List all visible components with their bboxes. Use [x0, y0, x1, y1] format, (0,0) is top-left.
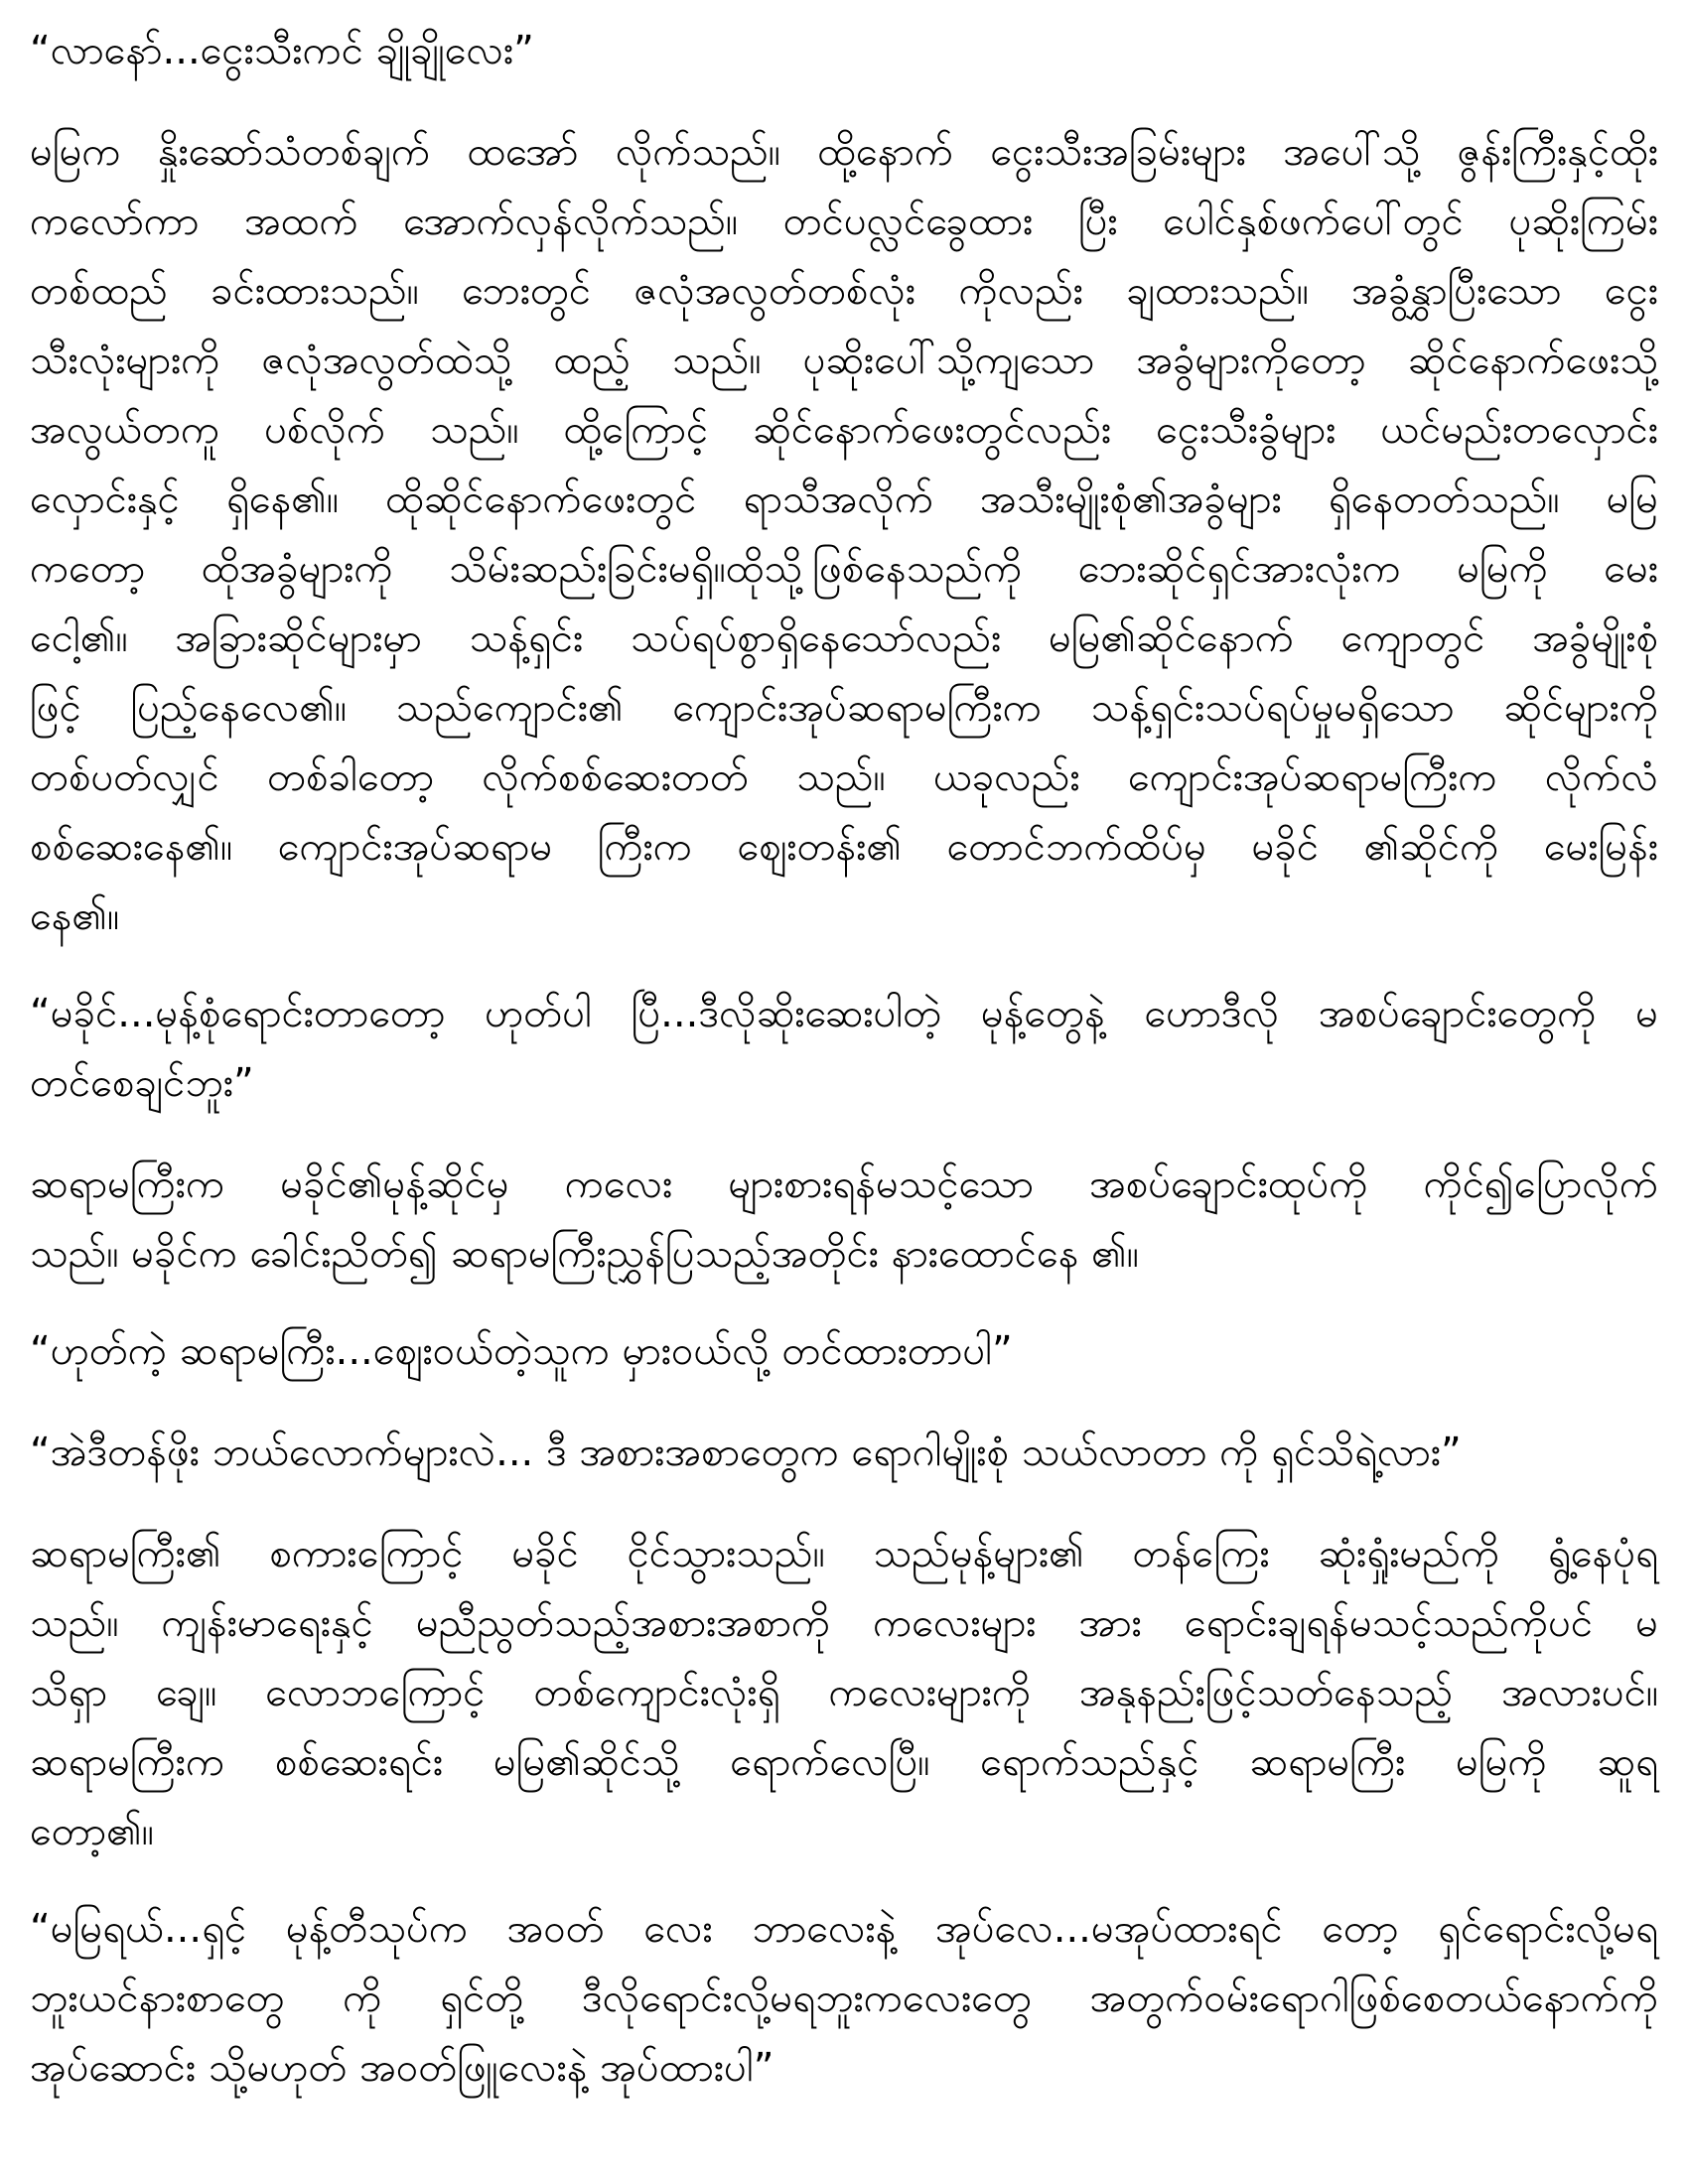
text-line: “အဲဒီတန်ဖိုး ဘယ်လောက်များလဲ... ဒီ အစားအစာတွေက ရောဂါမျိုးစုံ သယ်လာတာ ကို ရှင်သိရဲ့လား”: [30, 1430, 1462, 1475]
text-line: သီးလုံးများကို ဇလုံအလွတ်ထဲသို့ ထည့် သည်။ ပုဆိုးပေါ်သို့ကျသော အခွံများကိုတော့ ဆိုင်နောက်ဖေးသို့: [30, 338, 1658, 383]
text-line: ကတော့ ထိုအခွံများကို သိမ်းဆည်းခြင်းမရှိ။ထိုသို့ဖြစ်နေသည်ကို ဘေးဆိုင်ရှင်အားလုံးက မမြကို မေး: [30, 546, 1658, 592]
text-line: ငေါ့၏။ အခြားဆိုင်များမှာ သန့်ရှင်း သပ်ရပ်စွာရှိနေသော်လည်း မမြ၏ဆိုင်နောက် ကျောတွင် အခွံမျိုးစုံ: [30, 615, 1658, 661]
text-line: အလွယ်တကူ ပစ်လိုက် သည်။ ထို့ကြောင့် ဆိုင်နောက်ဖေးတွင်လည်း ငွေးသီးခွံများ ယင်မည်းတလှောင်း: [30, 407, 1658, 453]
text-line: တော့၏။: [30, 1809, 154, 1854]
text-line: ဆရာမကြီး၏ စကားကြောင့် မခိုင် ငိုင်သွားသည်။ သည်မုန့်များ၏ တန်ကြေး ဆုံးရှုံးမည်ကို ရွံ့နေပုံရ: [30, 1531, 1658, 1576]
text-line: ဆရာမကြီးက မခိုင်၏မုန့်ဆိုင်မှ ကလေး များစားရန်မသင့်သော အစပ်ချောင်းထုပ်ကို ကိုင်၍ပြောလိုက်: [30, 1161, 1658, 1207]
text-line: လှောင်းနှင့် ရှိနေ၏။ ထိုဆိုင်နောက်ဖေးတွင် ရာသီအလိုက် အသီးမျိုးစုံ၏အခွံများ ရှိနေတတ်သည်။ မမြ: [30, 477, 1658, 522]
text-line: တစ်ထည် ခင်းထားသည်။ ဘေးတွင် ဇလုံအလွတ်တစ်လုံး ကိုလည်း ချထားသည်။ အခွံနွှာပြီးသော ငွေး: [30, 268, 1658, 314]
narrative-paragraph: [30, 1519, 1658, 1866]
dialogue-paragraph: [30, 979, 1658, 1118]
text-line: စစ်ဆေးနေ၏။ ကျောင်းအုပ်ဆရာမ ကြီးက ဈေးတန်း၏ တောင်ဘက်ထိပ်မှ မခိုင် ၏ဆိုင်ကို မေးမြန်း: [30, 824, 1658, 870]
text-line: တင်စေချင်ဘူး”: [30, 1060, 254, 1106]
text-line: “မခိုင်...မုန့်စုံရောင်းတာတော့ ဟုတ်ပါ ပြီ...ဒီလိုဆိုးဆေးပါတဲ့ မုန့်တွေနဲ့ ဟောဒီလို အစပ်ချောင်းတွေကို မ: [30, 991, 1658, 1036]
text-line: တစ်ပတ်လျှင် တစ်ခါတော့ လိုက်စစ်ဆေးတတ် သည်။ ယခုလည်း ကျောင်းအုပ်ဆရာမကြီးက လိုက်လံ: [30, 754, 1658, 800]
text-line: ဆရာမကြီးက စစ်ဆေးရင်း မမြ၏ဆိုင်သို့ ရောက်လေပြီ။ ရောက်သည်နှင့် ဆရာမကြီး မမြကို ဆူရ: [30, 1739, 1658, 1785]
text-line: “မမြရယ်...ရှင့် မုန့်တီသုပ်က အဝတ် လေး ဘာလေးနဲ့ အုပ်လေ...မအုပ်ထားရင် တော့ ရှင်ရောင်းလို့မရ: [30, 1906, 1658, 1952]
text-line: ဖြင့် ပြည့်နေလေ၏။ သည်ကျောင်း၏ ကျောင်းအုပ်ဆရာမကြီးက သန့်ရှင်းသပ်ရပ်မှုမရှိသော ဆိုင်များကို: [30, 685, 1658, 731]
text-line: “လာနော်...ငွေးသီးကင် ချိုချိုလေး”: [30, 28, 534, 73]
text-line: မမြက နှိုးဆော်သံတစ်ချက် ထအော် လိုက်သည်။ ထို့နောက် ငွေးသီးအခြမ်းများ အပေါ်သို့ ဇွန်းကြီးနှင့်ထိုး: [30, 129, 1658, 175]
text-line: နေ၏။: [30, 893, 120, 939]
narrative-paragraph: [30, 117, 1658, 951]
dialogue-paragraph: [30, 1894, 1658, 2103]
text-line: ကလော်ကာ အထက် အောက်လှန်လိုက်သည်။ တင်ပလ္လင်ခွေထား ပြီး ပေါင်နှစ်ဖက်ပေါ်တွင် ပုဆိုးကြမ်း: [30, 199, 1658, 244]
dialogue-paragraph: [30, 16, 1658, 85]
dialogue-paragraph: [30, 1316, 1658, 1386]
narrative-paragraph: [30, 1150, 1658, 1289]
text-line: အုပ်ဆောင်း သို့မဟုတ် အဝတ်ဖြူလေးနဲ့ အုပ်ထားပါ”: [30, 2045, 774, 2091]
story-text: [30, 16, 1658, 2103]
dialogue-paragraph: [30, 1418, 1658, 1487]
text-line: “ဟုတ်ကဲ့ ဆရာမကြီး...ဈေးဝယ်တဲ့သူက မှားဝယ်လို့ တင်ထားတာပါ”: [30, 1328, 1013, 1374]
text-line: သည်။ ကျန်းမာရေးနှင့် မညီညွတ်သည့်အစားအစာကို ကလေးများ အား ရောင်းချရန်မသင့်သည်ကိုပင် မ: [30, 1600, 1658, 1646]
text-line: သိရှာ ချေ။ လောဘကြောင့် တစ်ကျောင်းလုံးရှိ ကလေးများကို အနုနည်းဖြင့်သတ်နေသည့် အလားပင်။: [30, 1670, 1658, 1715]
text-line: ဘူးယင်နားစာတွေ ကို ရှင်တို့ ဒီလိုရောင်းလို့မရဘူးကလေးတွေ အတွက်ဝမ်းရောဂါဖြစ်စေတယ်နောက်ကို: [30, 1976, 1658, 2021]
text-line: သည်။ မခိုင်က ခေါင်းညိတ်၍ ဆရာမကြီးညွှန်ပြသည့်အတိုင်း နားထောင်နေ ၏။: [30, 1231, 1139, 1277]
